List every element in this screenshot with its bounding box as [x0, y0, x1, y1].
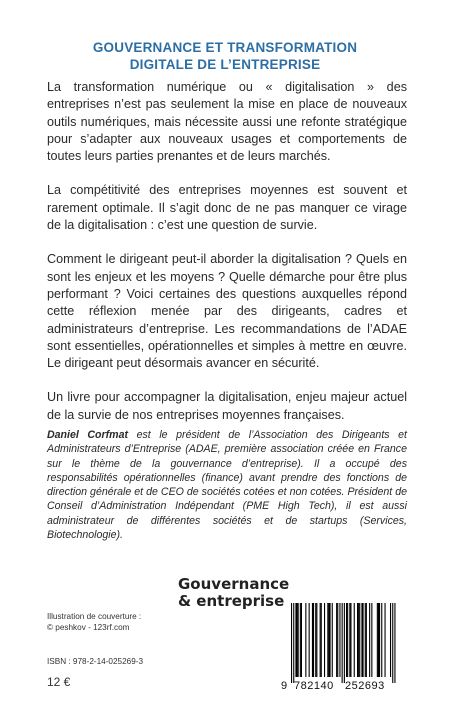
isbn: ISBN : 978-2-14-025269-3 — [47, 657, 144, 666]
barcode-bar — [291, 603, 292, 683]
barcode-bar — [305, 603, 306, 677]
barcode-bar — [366, 603, 367, 677]
barcode-bar — [371, 603, 372, 677]
barcode-bar — [327, 603, 328, 677]
barcode-bar — [321, 603, 322, 677]
barcode-bar — [297, 603, 298, 677]
barcode-bar — [369, 603, 370, 677]
barcode-bar — [315, 603, 316, 677]
barcode-bar — [392, 603, 393, 683]
barcode-bars — [281, 603, 401, 683]
barcode-bar — [330, 603, 331, 677]
barcode-bar — [354, 603, 355, 677]
barcode-bar — [358, 603, 359, 677]
barcode-bar — [346, 603, 347, 677]
barcode-bar — [347, 603, 348, 677]
title-line-1: GOUVERNANCE ET TRANSFORMATION — [92, 40, 358, 55]
barcode-bar — [390, 603, 391, 677]
barcode-bar — [379, 603, 380, 677]
blurb-paragraph-2: La compétitivité des entreprises moyennes est souvent et rarement optimale. Il s’agit donc de ne pas manquer ce virage de la digitalisation : c’est une question de survie. — [47, 183, 407, 233]
author-bio — [47, 428, 407, 542]
barcode-bar — [342, 603, 343, 683]
barcode-bar — [363, 603, 364, 677]
credits-line-2: © peshkov - 123rf.com — [47, 622, 130, 632]
blurb-paragraph-1: La transformation numérique ou « digitalisation » des entreprises n’est pas seulement la mise en place de nouveaux outils numériques, mais nécessite aussi une refonte stratégique pour s’adapter aux nouveaux usages et comportements de toutes leurs parties prenantes et de leurs marchés. — [47, 80, 407, 164]
barcode-bar — [312, 603, 313, 677]
barcode-bar — [394, 603, 395, 683]
book-title — [40, 39, 410, 73]
barcode-bar — [301, 603, 302, 677]
author-bio-text: est le président de l’Association des Dirigeants et Administrateurs d’Entreprise (ADAE, première association créée en France sur le thème de la gouvernance d’entreprise). Il a occupé des responsabilités opérationnelles (finance) avant prendre des fonctions de direction générale et de CEO de sociétés cotées et non cotées. Président de Conseil d’Administration Indépendant (PME High Tech), il est aussi administrateur de différentes sociétés et de startups (Services, Biotechnologie). — [47, 429, 407, 542]
barcode-bar — [298, 603, 299, 677]
barcode-bar — [378, 603, 379, 677]
barcode-bar — [300, 603, 301, 677]
price: 12 € — [47, 675, 71, 689]
barcode-bar — [309, 603, 310, 677]
title-line-2: DIGITALE DE L’ENTREPRISE — [129, 57, 321, 72]
cover-credits — [47, 612, 141, 633]
barcode-left-group: 782140 — [294, 680, 334, 692]
barcode-bar — [324, 603, 325, 677]
blurb-paragraph-3: Comment le dirigeant peut-il aborder la digitalisation ? Quels en sont les enjeux et les moyens ? Quelle démarche pour être plus performant ? Voici certaines des questions auxquelles répond cette réflexion menée par des dirigeants, cadres et administrateurs d’entreprise. Les recommandations de l’ADAE sont essentielles, opérationnelles et simples à mettre en œuvre. Le dirigeant peut désormais avancer en sécurité. — [47, 252, 407, 371]
barcode-bar — [357, 603, 358, 677]
blurb — [47, 79, 407, 441]
barcode-bar — [381, 603, 382, 677]
barcode-right-group: 252693 — [345, 680, 385, 692]
barcode-bar — [350, 603, 351, 677]
barcode-bar — [385, 603, 386, 677]
barcode-bar — [337, 603, 338, 677]
barcode-first-digit: 9 — [281, 680, 288, 692]
barcode-bar — [332, 603, 333, 677]
barcode-bar — [349, 603, 350, 677]
blurb-paragraph-4: Un livre pour accompagner la digitalisation, enjeu majeur actuel de la survie de nos entreprises moyennes françaises. — [47, 390, 407, 422]
barcode-bar — [339, 603, 340, 677]
barcode-bar — [295, 603, 296, 677]
barcode-bar — [328, 603, 329, 677]
credits-line-1: Illustration de couverture : — [47, 612, 142, 621]
barcode-bar — [361, 603, 362, 677]
barcode-bar — [344, 603, 345, 683]
author-name: Daniel Corfmat — [47, 429, 128, 441]
barcode-bar — [365, 603, 366, 677]
barcode-bar — [359, 603, 360, 677]
barcode-bar — [293, 603, 294, 683]
barcode-bar — [336, 603, 337, 677]
barcode-bar — [313, 603, 314, 677]
logo-line-2: & entreprise — [178, 592, 285, 610]
logo-line-1: Gouvernance — [178, 575, 290, 593]
barcode-bar — [377, 603, 378, 677]
barcode — [281, 603, 401, 700]
barcode-bar — [316, 603, 317, 677]
barcode-bar — [320, 603, 321, 677]
